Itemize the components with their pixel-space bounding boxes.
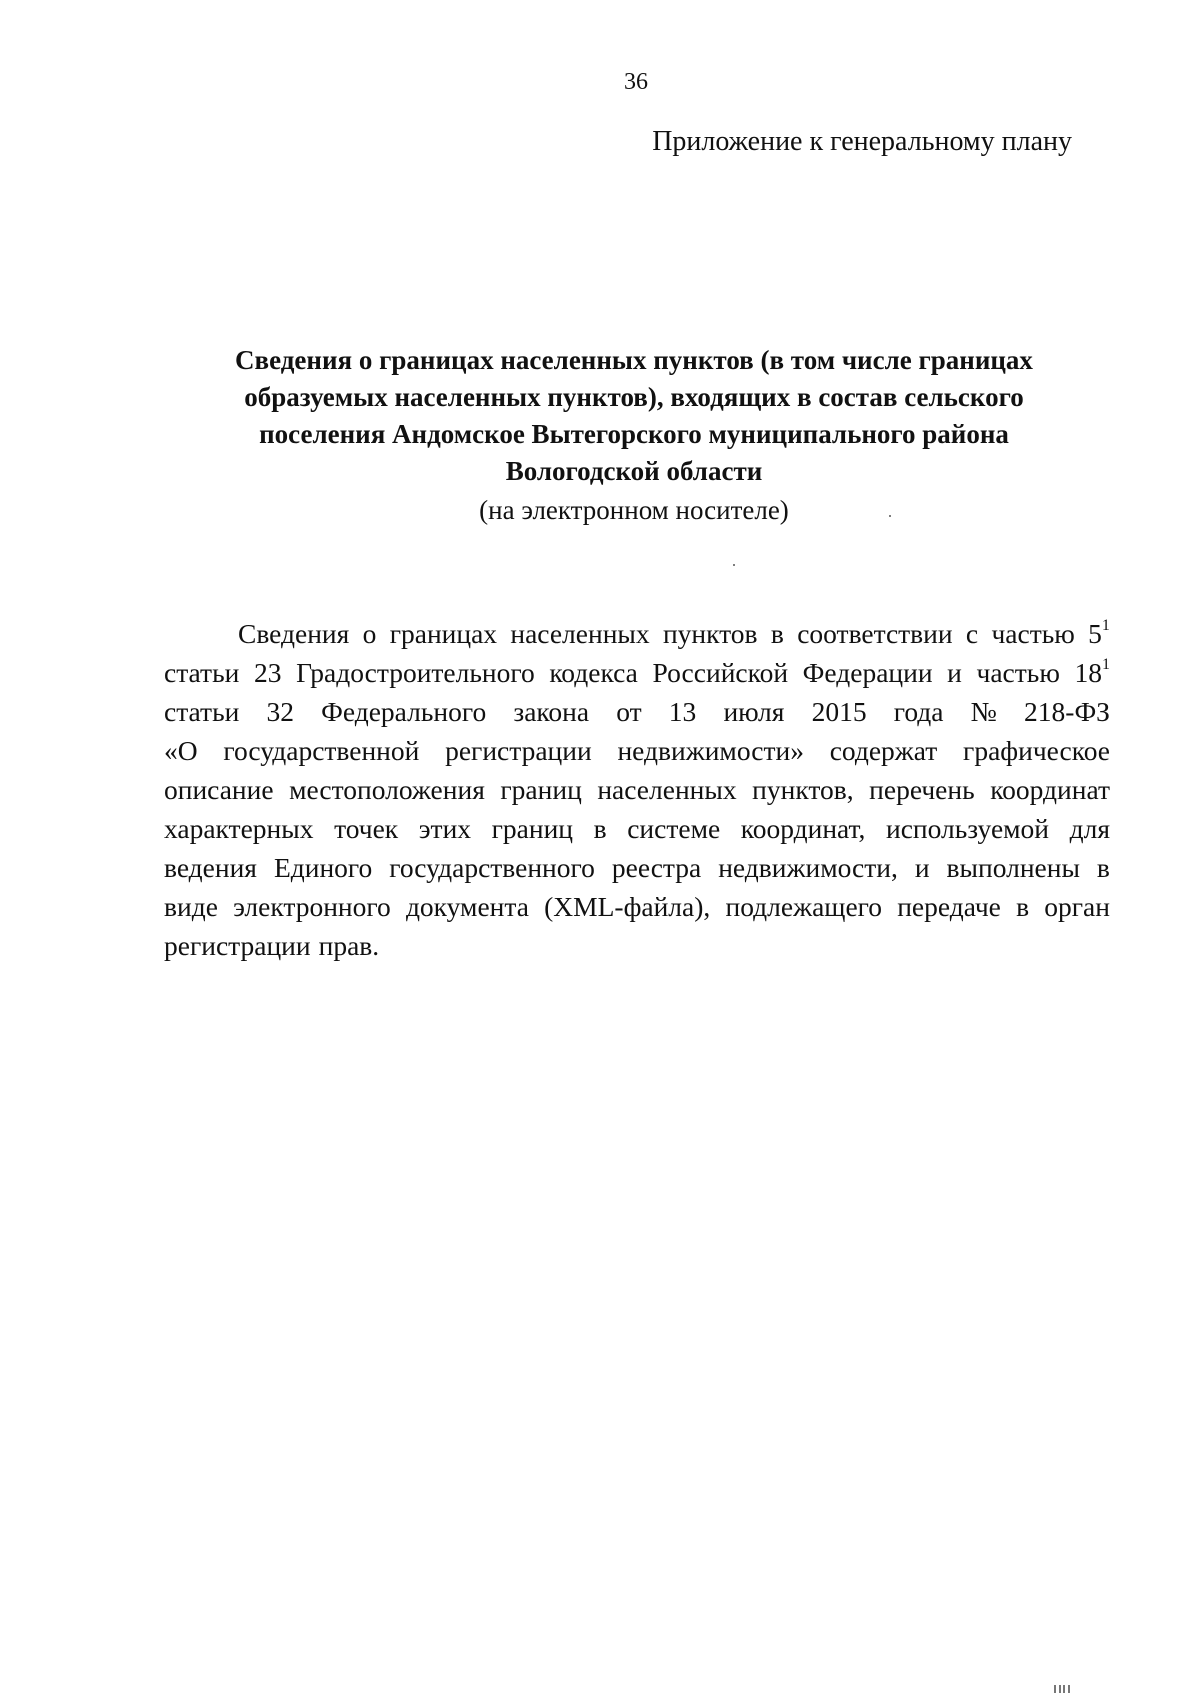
body-word: документа (405, 891, 529, 922)
page-number: 36 (624, 69, 648, 95)
scan-speck (733, 564, 735, 566)
body-word: 13 (668, 696, 697, 727)
body-word: характерных (164, 813, 314, 844)
body-line (164, 809, 1110, 848)
body-word: этих (418, 813, 472, 844)
body-word: 2015 (811, 696, 867, 727)
body-line (164, 848, 1110, 887)
body-word: точек (334, 813, 399, 844)
body-word: $18^1$ (1074, 655, 1110, 688)
body-word: и (914, 852, 930, 883)
body-word: описание (164, 774, 274, 805)
body-word: Градостроительного (296, 657, 535, 688)
body-word: от (616, 696, 642, 727)
appendix-label: Приложение к генеральному плану (652, 126, 1072, 157)
body-word: статьи (164, 696, 240, 727)
body-word: регистрации (445, 735, 592, 766)
body-word: содержат (829, 735, 938, 766)
body-word: реестра (611, 852, 702, 883)
body-word: 218-ФЗ (1024, 696, 1110, 727)
body-word: Сведения (238, 618, 350, 649)
title-line: поселения Андомское Вытегорского муниципального района (259, 419, 1009, 449)
body-word: 32 (266, 696, 294, 727)
body-word: границ (491, 813, 574, 844)
body-word: орган (1044, 891, 1110, 922)
document-title-block (164, 342, 1104, 529)
body-word: кодекса (549, 657, 638, 688)
body-word: прав. (318, 930, 380, 961)
body-word: Единого (273, 852, 373, 883)
body-word: перечень (869, 774, 975, 805)
body-word: $5^1$ (1088, 616, 1110, 649)
body-word: для (1069, 813, 1110, 844)
body-word: в (1016, 891, 1030, 922)
body-word: и (947, 657, 962, 688)
scan-speck (889, 515, 891, 517)
body-line (164, 614, 1110, 653)
body-word: соответствии (797, 618, 953, 649)
body-word: государственного (389, 852, 595, 883)
body-word: границ (500, 774, 582, 805)
body-word: координат, (740, 813, 866, 844)
body-word: графическое (963, 735, 1110, 766)
body-word: выполнены (946, 852, 1080, 883)
body-line (164, 926, 1110, 965)
body-word: Российской (652, 657, 789, 688)
footnote-superscript: 1 (1101, 616, 1110, 634)
title-line: Сведения о границах населенных пунктов (в том числе границах (235, 345, 1033, 375)
body-word: закона (513, 696, 590, 727)
body-word: координат (990, 774, 1110, 805)
body-word: в (770, 618, 784, 649)
body-word: июля (723, 696, 785, 727)
body-word: регистрации (164, 930, 311, 961)
body-word: № (970, 696, 997, 727)
body-word: с (965, 618, 979, 649)
body-line (164, 887, 1110, 926)
body-word: виде (164, 891, 218, 922)
body-word: населенных (597, 774, 737, 805)
body-line (164, 692, 1110, 731)
body-word: передаче (897, 891, 1001, 922)
body-word: ведения (164, 852, 257, 883)
body-word: недвижимости, (718, 852, 898, 883)
body-word: Федерации (802, 657, 933, 688)
body-word: государственной (223, 735, 420, 766)
body-line (164, 770, 1110, 809)
body-word: используемой (885, 813, 1050, 844)
body-word: границах (389, 618, 498, 649)
body-line (164, 653, 1110, 692)
scan-mark (1054, 1683, 1072, 1693)
body-word: в (593, 813, 607, 844)
body-word: подлежащего (725, 891, 883, 922)
body-paragraph (164, 614, 1110, 965)
body-word: системе (627, 813, 721, 844)
body-word: недвижимости» (617, 735, 804, 766)
body-word: Федерального (321, 696, 487, 727)
title-subtitle: (на электронном носителе) (479, 495, 789, 525)
title-line: образуемых населенных пунктов), входящих в состав сельского (244, 382, 1024, 412)
body-word: частью (991, 618, 1075, 649)
body-word: населенных (510, 618, 650, 649)
body-word: пунктов, (752, 774, 854, 805)
title-line: Вологодской области (505, 456, 763, 486)
body-word: в (1096, 852, 1110, 883)
body-word: пунктов (662, 618, 758, 649)
body-word: местоположения (289, 774, 485, 805)
body-word: частью (976, 657, 1060, 688)
body-word: «О (164, 735, 198, 766)
footnote-superscript: 1 (1102, 655, 1110, 673)
body-word: (XML-файла), (544, 891, 711, 922)
body-word: 23 (253, 657, 282, 688)
body-word: статьи (164, 657, 240, 688)
body-word: года (893, 696, 944, 727)
body-word: о (362, 618, 377, 649)
body-word: электронного (233, 891, 391, 922)
body-line (164, 731, 1110, 770)
